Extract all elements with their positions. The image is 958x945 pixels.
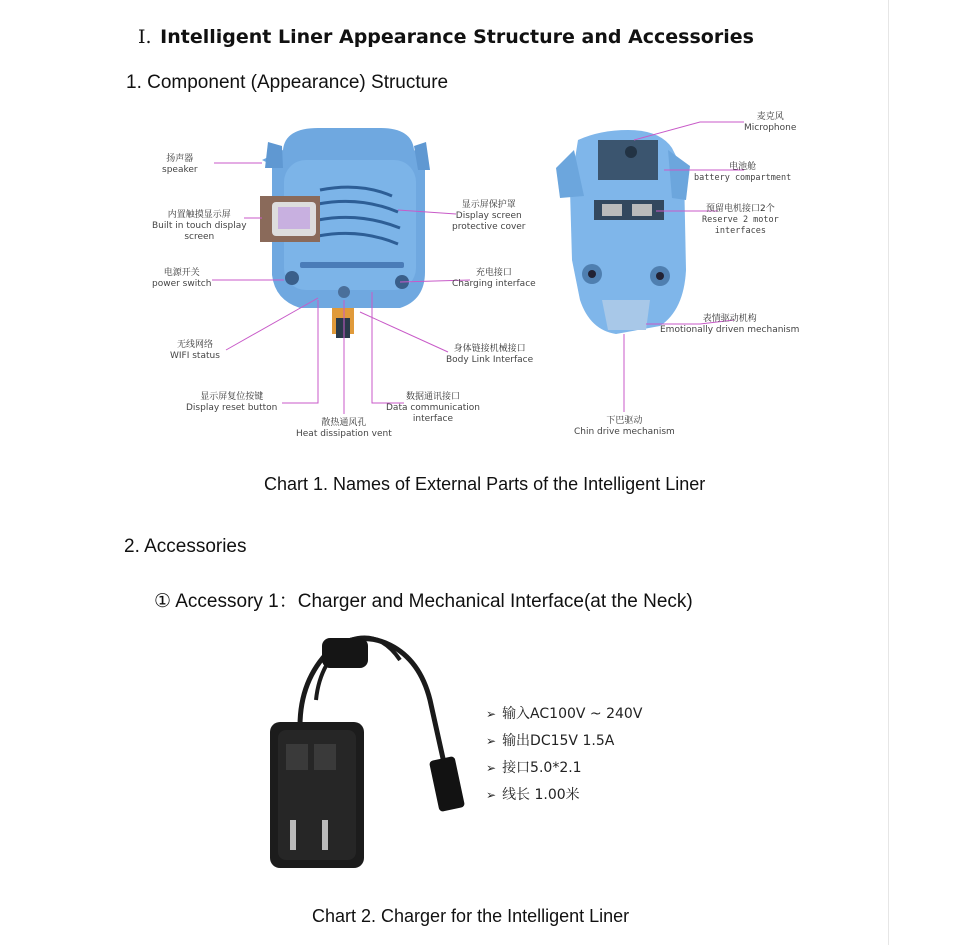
- label-wifi-status: 无线网络 WIFI status: [170, 340, 220, 361]
- label-microphone: 麦克风 Microphone: [744, 112, 797, 133]
- label-body-link: 身体链接机械接口 Body Link Interface: [446, 344, 534, 365]
- heading-roman: Ⅰ.: [138, 26, 152, 48]
- spec-connector: ➢ 接口5.0*2.1: [486, 760, 582, 776]
- chart1-caption: Chart 1. Names of External Parts of the Intelligent Liner: [264, 474, 706, 494]
- label-heat-vent: 散热通风孔 Heat dissipation vent: [296, 418, 392, 439]
- heading-text: Intelligent Liner Appearance Structure and Accessories: [160, 26, 754, 48]
- label-data-interface: 数据通讯接口 Data communication interface: [386, 392, 480, 424]
- label-touch-display: 内置触摸显示屏 Built in touch display screen: [152, 210, 247, 242]
- section1-title: 1. Component (Appearance) Structure: [126, 72, 449, 93]
- spec-input: ➢ 输入AC100V ~ 240V: [486, 706, 643, 722]
- label-power-switch: 电源开关 power switch: [152, 268, 212, 289]
- section2-title: 2. Accessories: [124, 536, 247, 557]
- label-motor-interfaces: 预留电机接口2个 Reserve 2 motor interfaces: [702, 204, 779, 236]
- label-display-reset: 显示屏复位按键 Display reset button: [186, 392, 278, 413]
- arrow-right-icon: ➢: [486, 734, 497, 748]
- label-display-cover: 显示屏保护罩 Display screen protective cover: [452, 200, 526, 232]
- label-emotion-mechanism: 表情驱动机构 Emotionally driven mechanism: [660, 314, 800, 335]
- label-battery: 电池舱 battery compartment: [694, 162, 792, 183]
- label-speaker: 扬声器 speaker: [162, 154, 198, 175]
- arrow-right-icon: ➢: [486, 788, 497, 802]
- arrow-right-icon: ➢: [486, 761, 497, 775]
- chart2-caption: Chart 2. Charger for the Intelligent Liner: [312, 906, 630, 926]
- label-chin-drive: 下巴驱动 Chin drive mechanism: [574, 416, 675, 437]
- spec-cable-length: ➢ 线长 1.00米: [486, 787, 580, 803]
- accessory1-title: ① Accessory 1：Charger and Mechanical Interface(at the Neck): [154, 591, 693, 612]
- spec-output: ➢ 输出DC15V 1.5A: [486, 733, 615, 749]
- label-charging: 充电接口 Charging interface: [452, 268, 536, 289]
- arrow-right-icon: ➢: [486, 707, 497, 721]
